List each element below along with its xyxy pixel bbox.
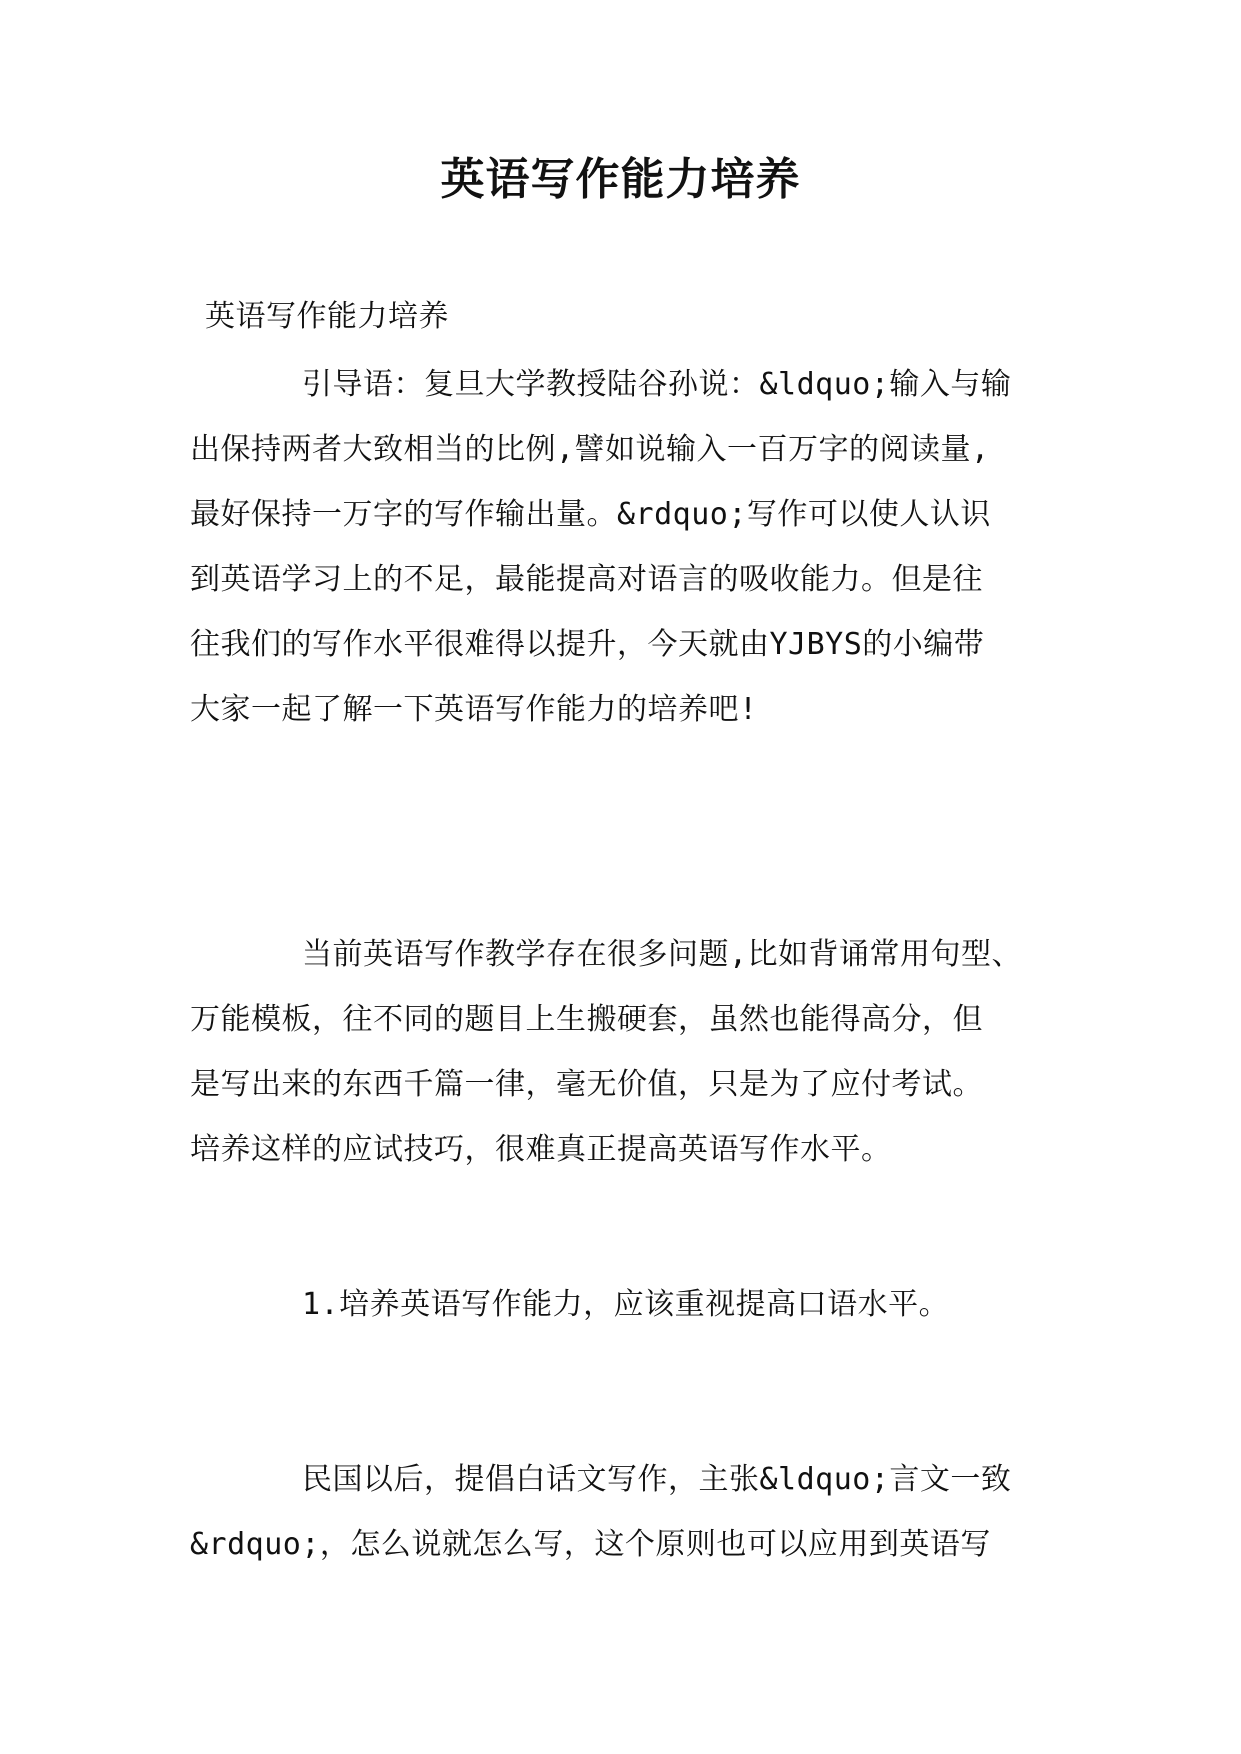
paragraph-line: 是写出来的东西千篇一律，毫无价值，只是为了应付考试。 (190, 1067, 983, 1102)
paragraph-line: 万能模板，往不同的题目上生搬硬套，虽然也能得高分，但 (190, 1002, 983, 1037)
paragraph-line: 民国以后，提倡白话文写作，主张&ldquo;言文一致 (302, 1462, 1012, 1497)
paragraph-line: 引导语：复旦大学教授陆谷孙说：&ldquo;输入与输 (302, 367, 1012, 402)
paragraph-line: 往我们的写作水平很难得以提升，今天就由YJBYS的小编带 (190, 627, 985, 662)
document-subtitle: 英语写作能力培养 (205, 299, 449, 334)
paragraph-line: 出保持两者大致相当的比例,譬如说输入一百万字的阅读量, (190, 432, 990, 467)
paragraph-line: 当前英语写作教学存在很多问题,比如背诵常用句型、 (302, 937, 1023, 972)
paragraph-line: 到英语学习上的不足，最能提高对语言的吸收能力。但是往 (190, 562, 983, 597)
document-title: 英语写作能力培养 (440, 154, 801, 205)
paragraph-line: 大家一起了解一下英语写作能力的培养吧! (190, 692, 758, 727)
paragraph-line: 1.培养英语写作能力，应该重视提高口语水平。 (302, 1287, 950, 1322)
paragraph-line: 最好保持一万字的写作输出量。&rdquo;写作可以使人认识 (190, 497, 991, 532)
paragraph-line: 培养这样的应试技巧，很难真正提高英语写作水平。 (190, 1132, 892, 1167)
paragraph-line: &rdquo;，怎么说就怎么写，这个原则也可以应用到英语写 (190, 1527, 991, 1562)
